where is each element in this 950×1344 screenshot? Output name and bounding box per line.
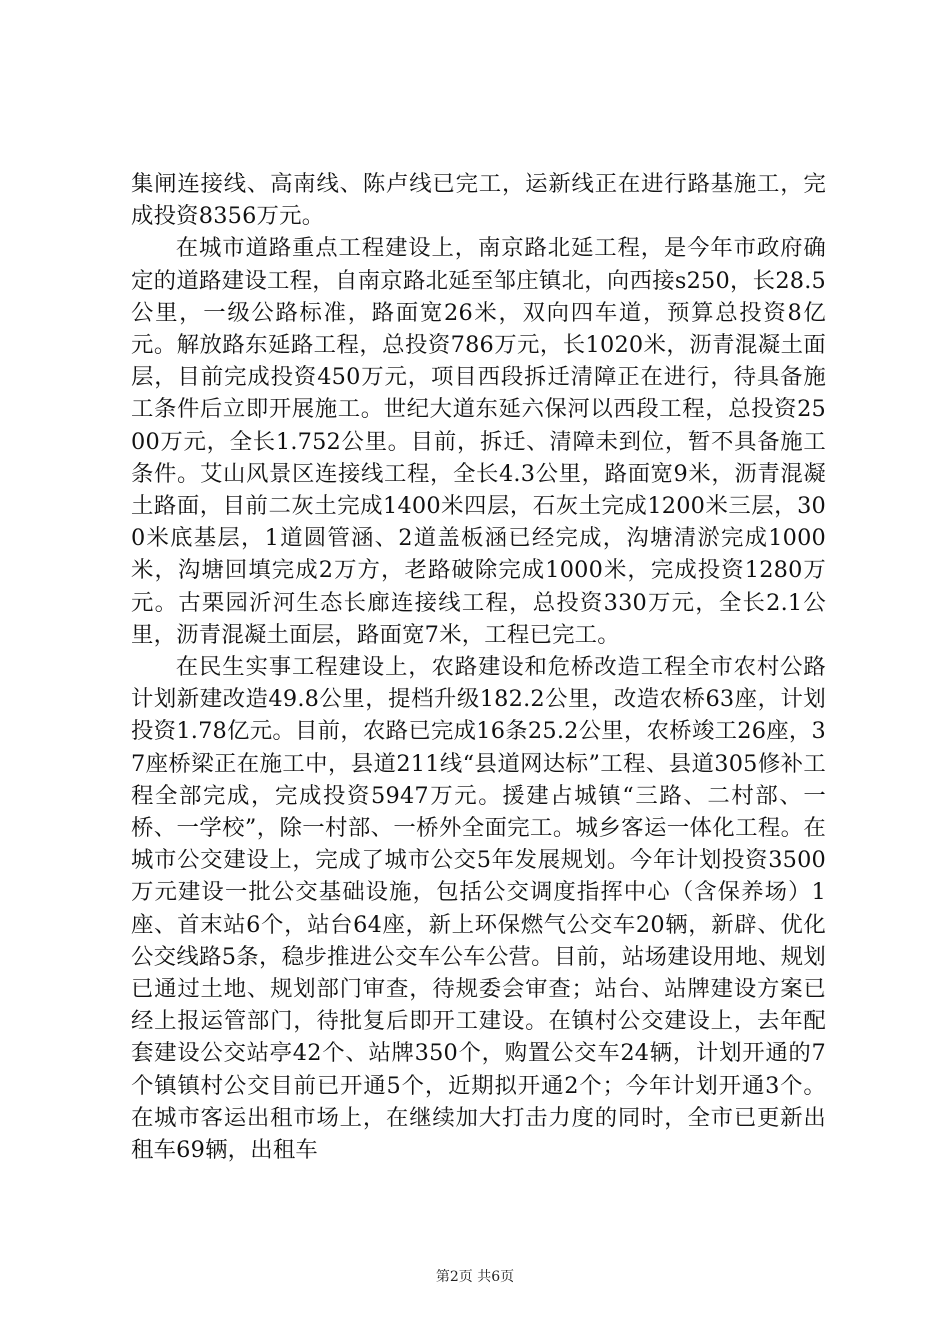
paragraph-continuation: 集闸连接线、高南线、陈卢线已完工，运新线正在进行路基施工，完成投资8356万元。 [131,171,826,230]
paragraph-livelihood-projects: 在民生实事工程建设上，农路建设和危桥改造工程全市农村公路计划新建改造49.8公里，提档升级182.2公里，改造农桥63座，计划投资1.78亿元。目前，农路已完成16条25.2公里，农桥竣工26座，37座桥梁正在施工中，县道211线“县道网达标”工程、县道305修补工程全部完成，完成投资5947万元。援建占城镇“三路、二村部、一桥、一学校”，除一村部、一桥外全面完工。城乡客运一体化工程。在城市公交建设上，完成了城市公交5年发展规划。今年计划投资3500万元建设一批公交基础设施，包括公交调度指挥中心（含保养场）1座、首末站6个，站台64座，新上环保燃气公交车20辆，新辟、优化公交线路5条，稳步推进公交车公车公营。目前，站场建设用地、规划已通过土地、规划部门审查，待规委会审查；站台、站牌建设方案已经上报运管部门，待批复后即开工建设。在镇村公交建设上，去年配套建设公交站亭42个、站牌350个，购置公交车24辆，计划开通的7个镇镇村公交目前已开通5个，近期拟开通2个；今年计划开通3个。在城市客运出租市场上，在继续加大打击力度的同时，全市已更新出租车69辆，出租车 [131,654,826,1164]
paragraph-urban-roads: 在城市道路重点工程建设上，南京路北延工程，是今年市政府确定的道路建设工程，自南京路北延至邹庄镇北，向西接s250，长28.5公里，一级公路标准，路面宽26米，双向四车道，预算总投资8亿元。解放路东延路工程，总投资786万元，长1020米，沥青混凝土面层，目前完成投资450万元，项目西段拆迁清障正在进行，待具备施工条件后立即开展施工。世纪大道东延六保河以西段工程，总投资2500万元，全长1.752公里。目前，拆迁、清障未到位，暂不具备施工条件。艾山风景区连接线工程，全长4.3公里，路面宽9米，沥青混凝土路面，目前二灰土完成1400米四层，石灰土完成1200米三层，300米底基层，1道圆管涵、2道盖板涵已经完成，沟塘清淤完成1000米，沟塘回填完成2万方，老路破除完成1000米，完成投资1280万元。古栗园沂河生态长廊连接线工程，总投资330万元，全长2.1公里，沥青混凝土面层，路面宽7米，工程已完工。 [131,235,826,648]
document-body [131,168,826,1166]
page-number-footer: 第2页 共6页 [435,1269,515,1285]
